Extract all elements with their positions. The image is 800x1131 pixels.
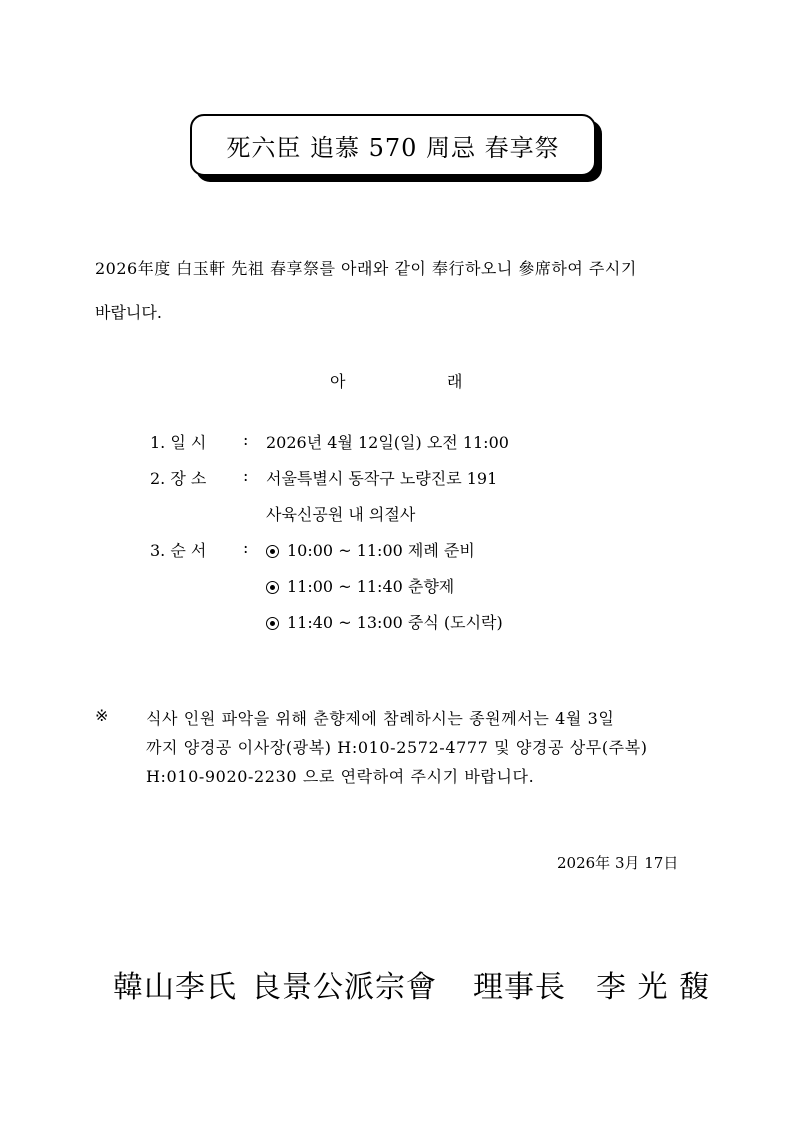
item-label-place: 2. 장 소	[150, 469, 207, 488]
item-value-place-detail: 사육신공원 내 의절사	[266, 505, 416, 524]
signature-line	[113, 962, 710, 1006]
document-title: 死六臣 追慕 570 周忌 春享祭	[190, 114, 596, 176]
item-value-datetime: 2026년 4월 12일(일) 오전 11:00	[266, 433, 509, 452]
section-heading-char-2: 래	[447, 372, 463, 391]
bullet-icon	[266, 617, 279, 630]
title-frame	[190, 114, 602, 182]
item-label-datetime: 1. 일 시	[150, 433, 207, 452]
item-colon: :	[243, 430, 249, 449]
item-colon: :	[243, 466, 249, 485]
note-line-2: 까지 양경공 이사장(광복) H:010-2572-4777 및 양경공 상무(주복)	[146, 738, 648, 757]
note-line-3: H:010-9020-2230 으로 연락하여 주시기 바랍니다.	[146, 767, 535, 786]
note-line-1: 식사 인원 파악을 위해 춘향제에 참례하시는 종원께서는 4월 3일	[146, 709, 615, 728]
position-title: 理事長	[473, 970, 566, 1005]
item-value-place: 서울특별시 동작구 노량진로 191	[266, 469, 498, 488]
schedule-text: 11:40 ~ 13:00 중식 (도시락)	[287, 613, 503, 632]
document-date: 2026年 3月 17日	[557, 854, 679, 872]
schedule-item	[266, 610, 503, 633]
intro-line-2: 바랍니다.	[95, 303, 162, 322]
schedule-item	[266, 538, 475, 561]
item-colon: :	[243, 538, 249, 557]
org-branch: 良景公派宗會	[251, 970, 437, 1005]
signer-name: 李 光 馥	[596, 970, 711, 1005]
bullet-icon	[266, 545, 279, 558]
note-mark: ※	[95, 706, 109, 725]
intro-line-1: 2026年度 白玉軒 先祖 春享祭를 아래와 같이 奉行하오니 參席하여 주시기	[95, 259, 637, 278]
schedule-item	[266, 574, 454, 597]
schedule-text: 11:00 ~ 11:40 춘향제	[287, 577, 455, 596]
item-label-order: 3. 순 서	[150, 541, 207, 560]
bullet-icon	[266, 581, 279, 594]
org-clan: 韓山李氏	[113, 970, 237, 1005]
schedule-text: 10:00 ~ 11:00 제례 준비	[287, 541, 475, 560]
section-heading-char-1: 아	[330, 372, 346, 391]
